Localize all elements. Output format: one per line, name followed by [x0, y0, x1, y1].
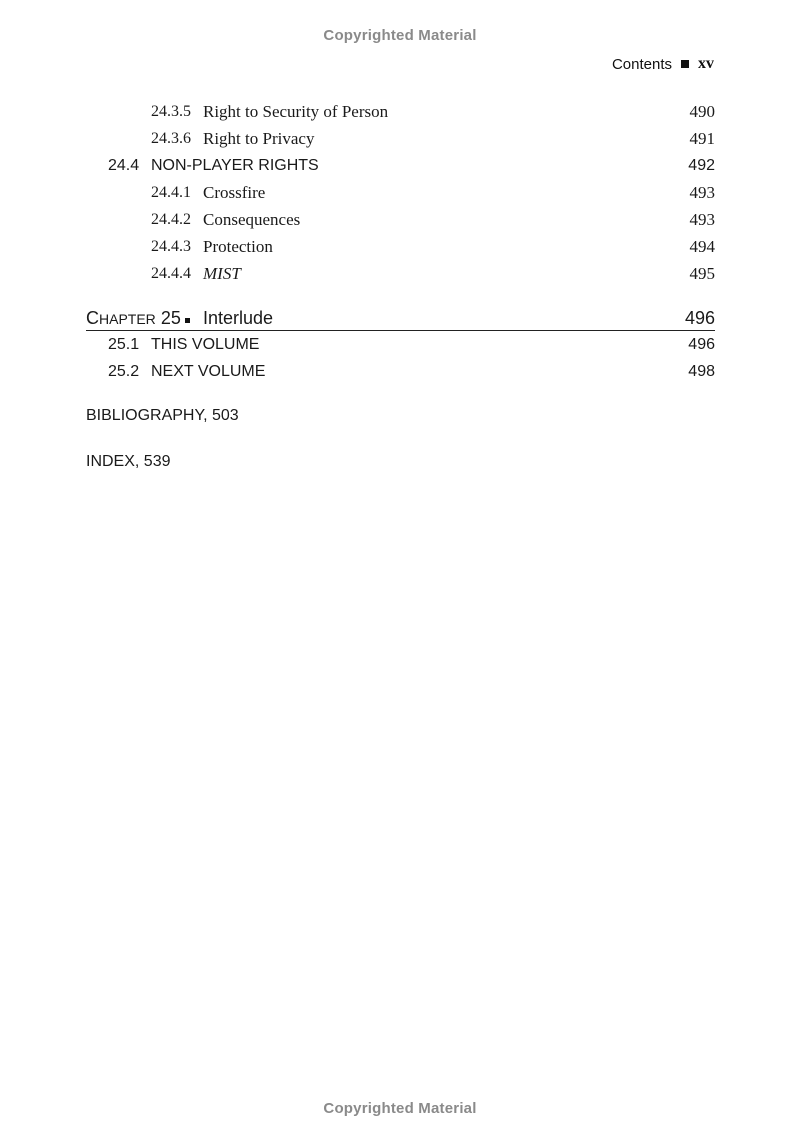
page-number: xv	[698, 55, 714, 72]
section-number: 25.1	[108, 336, 140, 353]
section-page: 491	[689, 129, 715, 148]
section-title: Protection	[203, 237, 273, 256]
chapter-label	[86, 307, 181, 330]
running-head-label: Contents	[611, 55, 672, 73]
section-title: Consequences	[203, 210, 301, 229]
section-number: 24.4.1	[151, 184, 191, 201]
section-page: 496	[688, 336, 715, 353]
section-title: Right to Privacy	[203, 129, 315, 148]
section-page: 495	[689, 264, 715, 283]
section-title: MIST	[203, 264, 241, 283]
toc-entry[interactable]	[86, 361, 715, 383]
running-head	[612, 55, 714, 73]
section-number: 24.4.3	[151, 238, 191, 255]
section-page: 490	[689, 102, 715, 121]
section-page: 493	[689, 183, 715, 202]
watermark-top: Copyrighted Material	[323, 27, 477, 44]
section-page: 493	[689, 210, 715, 229]
section-title: Crossfire	[203, 183, 266, 202]
toc-entry[interactable]	[86, 101, 715, 123]
chapter-heading[interactable]	[86, 306, 715, 331]
section-title: THIS VOLUME	[151, 336, 260, 353]
chapter-title: Interlude	[203, 308, 274, 328]
chapter-label-initial: C	[86, 308, 99, 328]
section-number: 24.4.2	[151, 211, 191, 228]
chapter-number: 25	[160, 308, 181, 328]
section-number: 24.3.5	[151, 103, 191, 120]
section-page: 498	[688, 363, 715, 380]
black-square-icon	[681, 60, 689, 68]
toc-entry[interactable]	[86, 209, 715, 231]
section-page: 492	[688, 157, 715, 174]
toc-entry[interactable]	[86, 334, 715, 356]
toc-entry[interactable]	[86, 128, 715, 150]
toc-entry[interactable]	[86, 155, 715, 177]
section-number: 25.2	[108, 363, 140, 380]
chapter-page: 496	[684, 308, 715, 328]
chapter-label-smallcaps: HAPTER	[99, 311, 156, 327]
bibliography-entry[interactable]: BIBLIOGRAPHY, 503	[86, 407, 239, 424]
toc-entry[interactable]	[86, 236, 715, 258]
section-title: Right to Security of Person	[203, 102, 389, 121]
section-title: NON-PLAYER RIGHTS	[151, 157, 319, 174]
toc-entry[interactable]	[86, 263, 715, 285]
index-entry[interactable]: INDEX, 539	[86, 453, 171, 470]
section-number: 24.3.6	[151, 130, 191, 147]
section-number: 24.4.4	[151, 265, 191, 282]
watermark-bottom: Copyrighted Material	[323, 1100, 477, 1117]
toc-entry[interactable]	[86, 182, 715, 204]
section-page: 494	[689, 237, 715, 256]
black-square-icon	[185, 318, 190, 323]
section-number: 24.4	[108, 157, 140, 174]
section-title: NEXT VOLUME	[151, 363, 266, 380]
